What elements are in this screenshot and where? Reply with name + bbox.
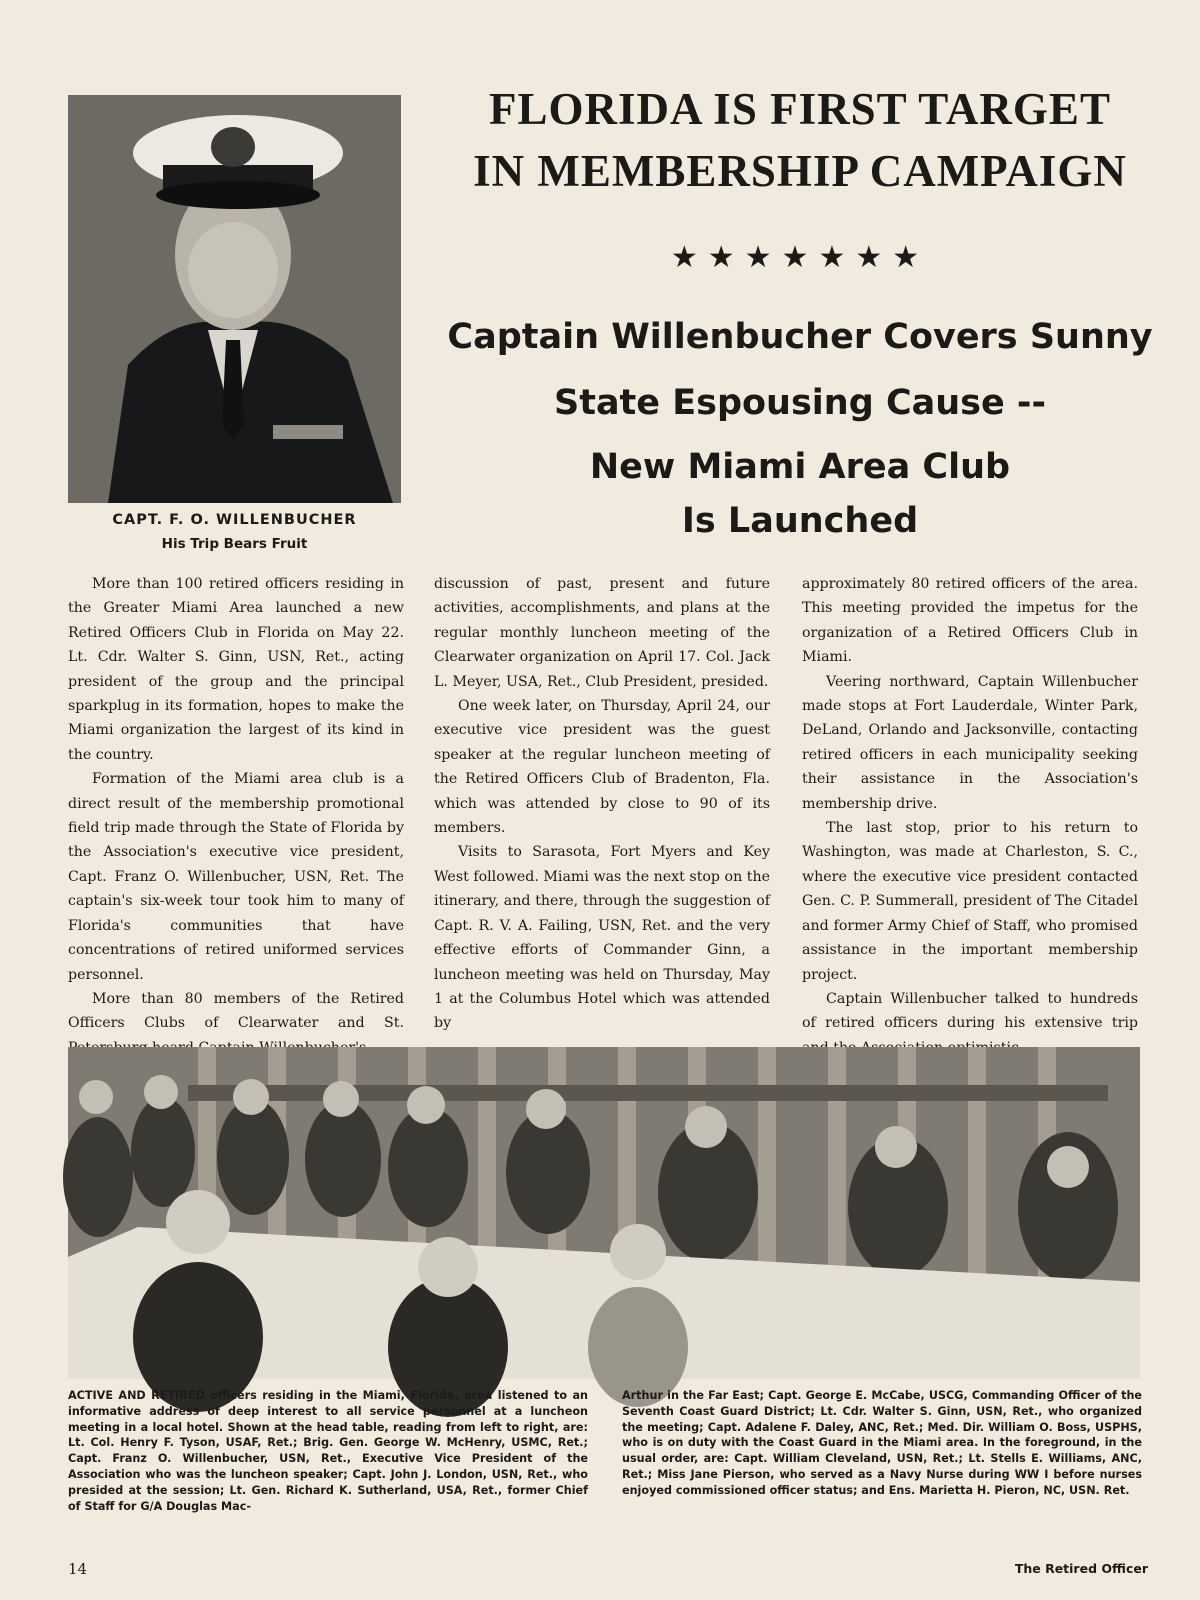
publication-name: The Retired Officer <box>1014 1561 1148 1576</box>
group-photo-caption-part-2: Arthur in the Far East; Capt. George E. McCabe, USCG, Commanding Officer of the Seventh Coast Guard District; Lt. Cdr. Walter S. Ginn, USN, Ret., who organized the meeting; Capt. Adalene F. Daley, ANC, Ret.; Med. Dir. William O. Boss, USPHS, who is on duty with the Coast Guard in the Miami area. In the foreground, in the usual order, are: Capt. William Cleveland, USN, Ret.; Lt. Stells E. Williams, ANC, Ret.; Miss Jane Pierson, who served as a Navy Nurse during WW I before nurses enjoyed commissioned officer status; and Ens. Marietta H. Pieron, NC, USN. Ret. <box>622 1389 1142 1497</box>
paragraph-continued: approximately 80 retired officers of the area. This meeting provided the impetus for the organization of a Retired Officers Club in Miami. <box>802 576 1138 666</box>
subhead-line-4: Is Launched <box>681 501 919 541</box>
paragraph: Captain Willenbucher talked to hundreds of retired officers during his extensive trip <box>802 990 1138 1032</box>
page-number: 14 <box>68 1560 88 1578</box>
article-column-1 <box>68 572 404 1042</box>
paragraph-continued: discussion of past, present and future activities, accomplishments, and plans at the regular monthly luncheon meeting of the Clearwater organization on April 17. Col. Jack L. Meyer, USA, Ret., Club President, presided. <box>434 576 770 690</box>
luncheon-group-photo <box>68 1047 1140 1379</box>
portrait-caption-subtitle: His Trip Bears Fruit <box>161 536 308 552</box>
paragraph: The last stop, prior to his return to Washington, was made at Charleston, S. C., where the executive vice president contacted Gen. C. P. Summerall, president of The Citadel and former Army Chief of Staff, who promised assistance in the important membership project. <box>802 820 1138 983</box>
subhead-line-1: Captain Willenbucher Covers Sunny <box>447 317 1153 357</box>
subhead-line-3: New Miami Area Club <box>589 447 1011 487</box>
paragraph: Veering northward, Captain Willenbucher made stops at Fort Lauderdale, Winter Park, DeLand, Orlando and Jacksonville, contacting retired officers in each municipality seeking their assistance in the Association's membership drive. <box>802 673 1138 812</box>
paragraph: More than 100 retired officers residing in the Greater Miami Area launched a new Retired Officers Club in Florida on May 22. Lt. Cdr. Walter S. Ginn, USN, Ret., acting president of the group and the principal sparkplug in its formation, hopes to make the Miami organization the largest of its kind in the country. <box>68 576 404 763</box>
portrait-caption-name: CAPT. F. O. WILLENBUCHER <box>112 512 357 528</box>
portrait-photo <box>68 95 401 503</box>
article-column-2 <box>434 572 770 1042</box>
article-column-3 <box>802 572 1138 1042</box>
group-photo-caption-part-1: ACTIVE AND RETIRED officers residing in the Miami, Florida, area listened to an informative address of deep interest to all service personnel at a luncheon meeting in a local hotel. Shown at the head table, reading from left to right, are: Lt. Col. Henry F. Tyson, USAF, Ret.; Brig. Gen. George W. McHenry, USMC, Ret.; Capt. Franz O. Willenbucher, USN, Ret., Executive Vice President of the Association who was the luncheon speaker; Capt. John J. London, USN, Ret., who presided at the session; Lt. Gen. Richard K. Sutherland, USA, Ret., former Chief of Staff for G/A Douglas Mac- <box>68 1389 588 1513</box>
headline-line-2: IN MEMBERSHIP CAMPAIGN <box>473 146 1127 196</box>
paragraph: Formation of the Miami area club is a direct result of the membership promotional field trip made through the State of Florida by the Association's executive vice president, Capt. Franz O. Willenbucher, USN, Ret. The captain's six-week tour took him to many of Florida's communities that have concentrations of retired uniformed services personnel. <box>68 771 404 983</box>
paragraph: More than 80 members of the Retired Officers Clubs of Clearwater and St. <box>68 990 404 1032</box>
headline-line-1: FLORIDA IS FIRST TARGET <box>489 84 1111 134</box>
paragraph: Visits to Sarasota, Fort Myers and Key West followed. Miami was the next stop on the itinerary, and there, through the suggestion of Capt. R. V. A. Failing, USN, Ret. and the very effective efforts of Commander Ginn, a luncheon meeting was held on Thursday, May 1 at the Columbus Hotel which was attended by <box>434 844 770 1032</box>
subhead-line-2: State Espousing Cause -- <box>554 383 1046 423</box>
star-divider: ★★★★★★★ <box>670 240 930 275</box>
paragraph: One week later, on Thursday, April 24, our executive vice president was the guest speaker at the regular luncheon meeting of the Retired Officers Club of Bradenton, Fla. which was attended by close to 90 of its members. <box>434 698 770 837</box>
